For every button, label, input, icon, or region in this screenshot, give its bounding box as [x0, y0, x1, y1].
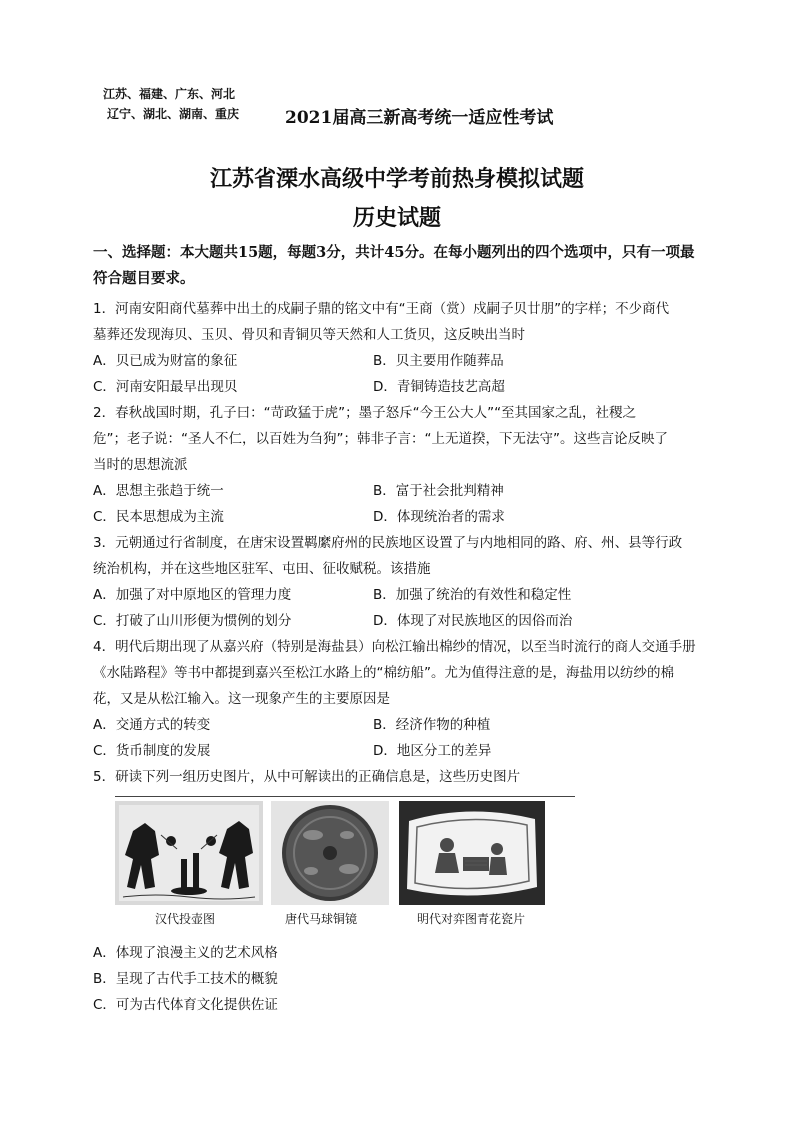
option-d[interactable]: D．体现统治者的需求 [373, 509, 505, 525]
tang-polo-mirror-icon [271, 801, 389, 905]
option-a[interactable]: A．贝已成为财富的象征 [93, 353, 238, 369]
question-5 [93, 764, 707, 1018]
question-text-line: 1．河南安阳商代墓葬中出土的戍嗣子鼎的铭文中有“王商（赏）戍嗣子贝廿朋”的字样；不少商代 [93, 301, 670, 317]
question-text-line: 花，又是从松江输入。这一现象产生的主要原因是 [93, 691, 390, 707]
option-d[interactable]: D．体现了对民族地区的因俗而治 [373, 613, 573, 629]
option-d[interactable]: D．青铜铸造技艺高超 [373, 379, 505, 395]
question-text-line: 2．春秋战国时期，孔子曰：“苛政猛于虎”；墨子怒斥“今王公大人”“至其国家之乱，社稷之 [93, 405, 637, 421]
exam-content [93, 240, 707, 1018]
province-line-1: 江苏、福建、广东、河北 [103, 87, 236, 101]
question-4 [93, 634, 707, 764]
answer-options [93, 940, 707, 1018]
section-heading: 一、选择题：本大题共15题，每题3分，共计45分。在每小题列出的四个选项中，只有一项最符合题目要求。 [93, 244, 695, 287]
exam-title: 2021届高三新高考统一适应性考试 [285, 108, 554, 128]
option-a[interactable]: A．思想主张趋于统一 [93, 483, 224, 499]
option-c[interactable]: C．民本思想成为主流 [93, 509, 224, 525]
question-3 [93, 530, 707, 634]
option-d[interactable]: D．地区分工的差异 [373, 743, 492, 759]
ming-blue-white-shard-icon [399, 801, 545, 905]
option-c[interactable]: C．货币制度的发展 [93, 743, 211, 759]
question-text-line: 3．元朝通过行省制度，在唐宋设置羁縻府州的民族地区设置了与内地相同的路、府、州、县等行政 [93, 535, 683, 551]
question-text-line: 危”；老子说：“圣人不仁，以百姓为刍狗”；韩非子言：“上无道揆，下无法守”。这些言论反映了 [93, 431, 668, 447]
answer-options [93, 348, 707, 400]
question-text-line: 《水陆路程》等书中都提到嘉兴至松江水路上的“棉纺船”。尤为值得注意的是，海盐用以纺纱的棉 [93, 665, 674, 681]
option-b[interactable]: B．呈现了古代手工技术的概貌 [93, 971, 278, 987]
figure-caption: 唐代马球铜镜 [285, 912, 358, 926]
exam-header [103, 84, 703, 126]
option-b[interactable]: B．贝主要用作随葬品 [373, 353, 504, 369]
option-c[interactable]: C．河南安阳最早出现贝 [93, 379, 238, 395]
question-text-line: 统治机构，并在这些地区驻军、屯田、征收赋税。该措施 [93, 561, 431, 577]
province-line-2: 辽宁、湖北、湖南、重庆 [107, 107, 240, 121]
subject-title: 历史试题 [352, 205, 441, 231]
province-list [103, 84, 239, 124]
option-a[interactable]: A．加强了对中原地区的管理力度 [93, 587, 292, 603]
figure-caption: 明代对弈图青花瓷片 [417, 912, 526, 926]
question-text-line: 当时的思想流派 [93, 457, 188, 473]
answer-options [93, 478, 707, 530]
option-b[interactable]: B．加强了统治的有效性和稳定性 [373, 587, 572, 603]
answer-options [93, 582, 707, 634]
school-title: 江苏省溧水高级中学考前热身模拟试题 [209, 166, 584, 192]
han-touhu-rubbing-icon [115, 801, 263, 905]
question-text-line: 5．研读下列一组历史图片，从中可解读出的正确信息是，这些历史图片 [93, 769, 521, 785]
option-c[interactable]: C．打破了山川形便为惯例的划分 [93, 613, 292, 629]
option-b[interactable]: B．富于社会批判精神 [373, 483, 504, 499]
figure-top-rule [115, 796, 575, 797]
option-a[interactable]: A．体现了浪漫主义的艺术风格 [93, 945, 278, 961]
question-text-line: 4．明代后期出现了从嘉兴府（特别是海盐县）向松江输出棉纱的情况，以至当时流行的商人交通手册 [93, 639, 696, 655]
question-2 [93, 400, 707, 530]
option-a[interactable]: A．交通方式的转变 [93, 717, 211, 733]
figure-caption: 汉代投壶图 [155, 912, 216, 926]
question-1 [93, 296, 707, 400]
question-text-line: 墓葬还发现海贝、玉贝、骨贝和青铜贝等天然和人工货贝，这反映出当时 [93, 327, 525, 343]
answer-options [93, 712, 707, 764]
option-b[interactable]: B．经济作物的种植 [373, 717, 491, 733]
historical-figures [115, 796, 545, 934]
option-c[interactable]: C．可为古代体育文化提供佐证 [93, 997, 278, 1013]
